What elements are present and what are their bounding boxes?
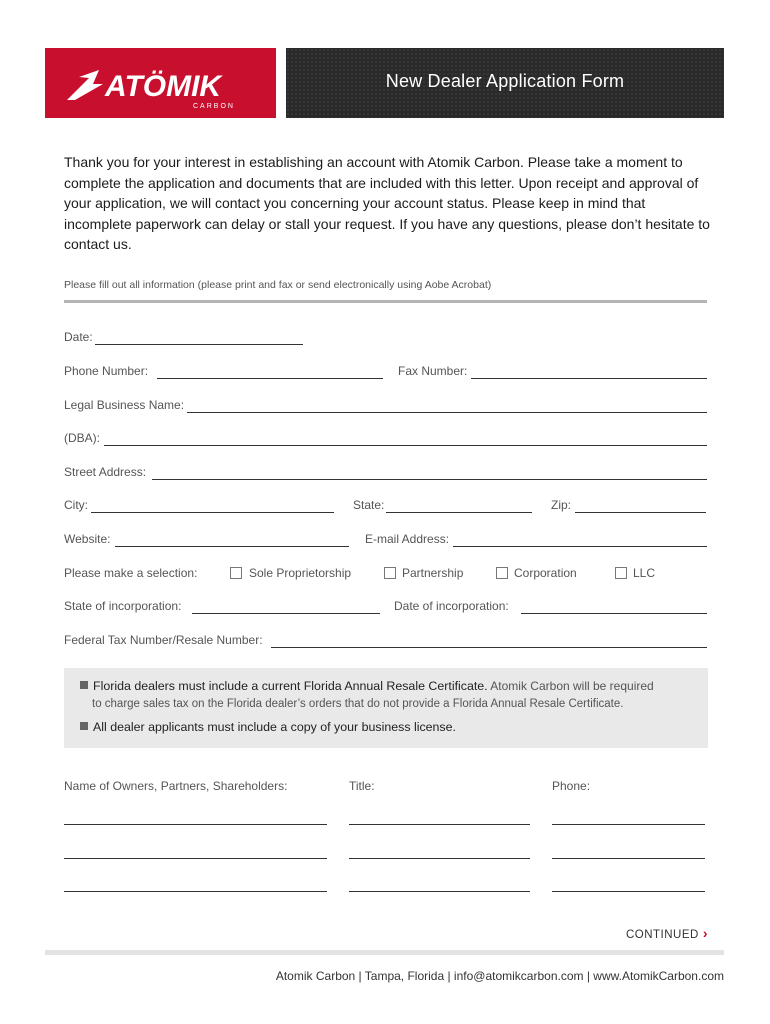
partnership-label: Partnership [402,566,464,580]
dba-row [64,431,707,449]
state-field[interactable] [386,512,532,513]
date-label: Date: [64,330,93,344]
owner-name-field[interactable] [64,858,327,859]
tax-label: Federal Tax Number/Resale Number: [64,633,263,647]
bullet-square-icon [80,722,88,730]
state-incorporation-label: State of incorporation: [64,599,182,613]
date-row [64,330,707,348]
atomik-logo-icon [45,48,276,118]
license-requirement: All dealer applicants must include a copy of your business license. [80,720,456,734]
street-label: Street Address: [64,465,147,479]
sole-proprietorship-label: Sole Proprietorship [249,566,352,580]
owner-title-field[interactable] [349,824,530,825]
email-label: E-mail Address: [365,532,450,546]
requirements-notice [64,668,708,748]
city-state-zip-row [64,498,707,516]
owner-title-field[interactable] [349,891,530,892]
owner-name-field[interactable] [64,891,327,892]
fill-instruction: Please fill out all information (please print and fax or send electronically using Aobe Acrobat) [64,279,492,291]
sole-proprietorship-checkbox[interactable] [230,567,242,579]
legal-name-field[interactable] [187,412,707,413]
continued-label: CONTINUED [625,929,699,941]
date-field[interactable] [95,344,303,345]
tax-row [64,633,707,651]
section-divider [64,300,707,303]
intro-paragraph: Thank you for your interest in establishing an account with Atomik Carbon. Please take a moment to complete the application and documents that are included with this letter. Upon receipt and approval of your application, we will contact you concerning your account status. Please keep in mind that incomplete paperwork can delay or stall your request. If you have any questions, please don’t hesitate to contact us. [64,154,710,253]
corporation-label: Corporation [514,566,577,580]
owner-phone-field[interactable] [552,891,705,892]
llc-label: LLC [633,566,656,580]
selection-label: Please make a selection: [64,566,198,580]
owners-title-heading: Title: [349,779,375,793]
owners-name-heading: Name of Owners, Partners, Shareholders: [64,779,288,793]
city-label: City: [64,498,88,512]
footer-divider [45,950,724,955]
phone-field[interactable] [157,378,383,379]
fax-field[interactable] [471,378,707,379]
owner-phone-field[interactable] [552,824,705,825]
phone-fax-row [64,364,707,382]
continued-link[interactable] [626,925,708,941]
date-incorporation-label: Date of incorporation: [394,599,509,613]
tax-field[interactable] [271,647,707,648]
bullet-square-icon [80,681,88,689]
website-email-row [64,532,707,550]
page-title: New Dealer Application Form [385,71,625,91]
dba-label: (DBA): [64,431,100,445]
fax-label: Fax Number: [398,364,468,378]
state-incorporation-field[interactable] [192,613,380,614]
zip-field[interactable] [575,512,706,513]
svg-text:CARBON: CARBON [193,103,235,110]
footer-contact: Atomik Carbon | Tampa, Florida | info@atomikcarbon.com | www.AtomikCarbon.com [275,969,724,983]
owner-phone-field[interactable] [552,858,705,859]
llc-checkbox[interactable] [615,567,627,579]
street-field[interactable] [152,479,707,480]
incorporation-row [64,599,707,617]
date-incorporation-field[interactable] [521,613,707,614]
company-logo [45,48,276,118]
legal-name-row [64,398,707,416]
phone-label: Phone Number: [64,364,149,378]
owner-name-field[interactable] [64,824,327,825]
florida-requirement: Florida dealers must include a current Florida Annual Resale Certificate. Atomik Carbon will be required [80,679,654,693]
city-field[interactable] [91,512,334,513]
legal-name-label: Legal Business Name: [64,398,185,412]
owner-title-field[interactable] [349,858,530,859]
zip-label: Zip: [551,498,572,512]
website-label: Website: [64,532,111,546]
svg-text:ATÖMIK: ATÖMIK [105,70,222,103]
state-label: State: [353,498,385,512]
chevron-right-icon: › [702,925,708,941]
email-field[interactable] [453,546,707,547]
corporation-checkbox[interactable] [496,567,508,579]
website-field[interactable] [115,546,349,547]
dba-field[interactable] [104,445,707,446]
owners-phone-heading: Phone: [552,779,591,793]
partnership-checkbox[interactable] [384,567,396,579]
street-row [64,465,707,483]
business-type-row [64,566,707,584]
florida-requirement-continued: to charge sales tax on the Florida dealer’s orders that do not provide a Florida Annual Resale Certificate. [92,698,624,710]
form-title-banner [286,48,724,118]
